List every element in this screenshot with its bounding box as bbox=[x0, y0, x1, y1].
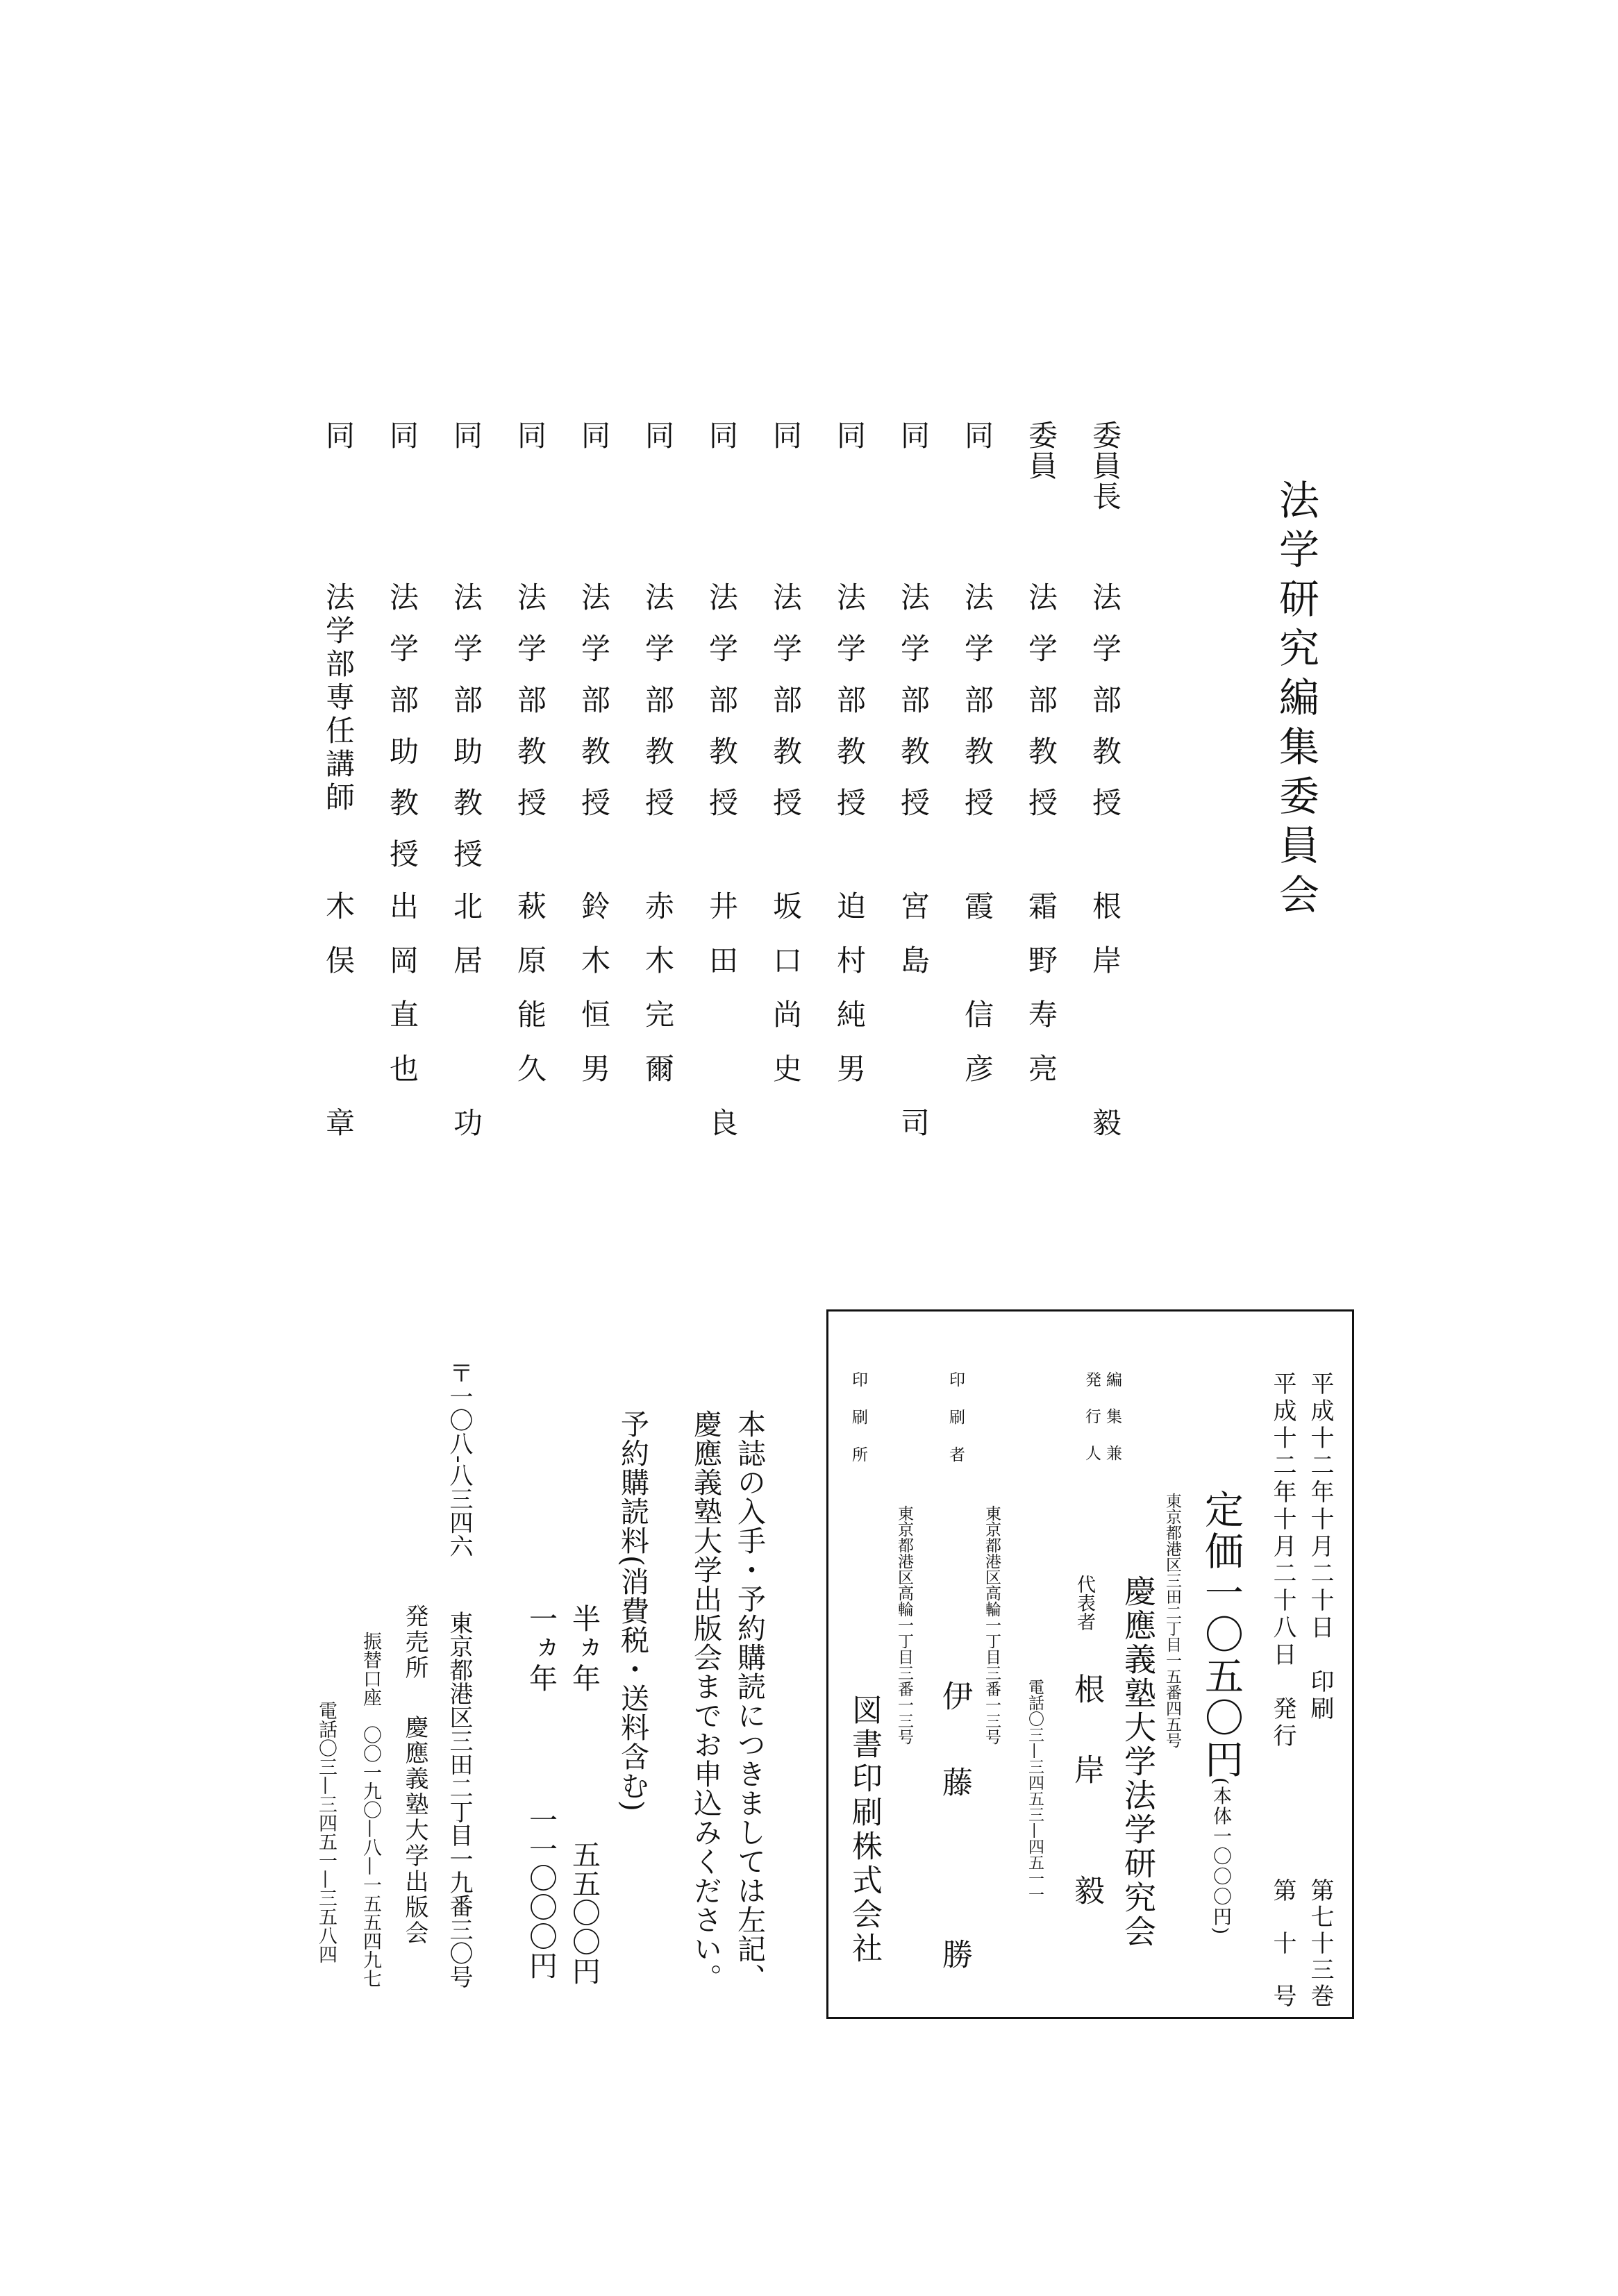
member-name: 鈴木恒男 bbox=[577, 891, 611, 1107]
member-name: 萩原能久 bbox=[513, 891, 547, 1107]
member-position: 法学部教授 bbox=[641, 582, 675, 839]
member-role: 同 bbox=[449, 420, 483, 451]
publisher-phone: 電話〇三—三四五三—四五一一 bbox=[1026, 1679, 1044, 1902]
member-position: 法学部教授 bbox=[896, 582, 931, 839]
member-name: 井田 良 bbox=[705, 891, 739, 1162]
print-date: 平成十二年十月二十日 印刷 bbox=[1306, 1371, 1334, 1723]
representative-label: 代表者 bbox=[1074, 1575, 1095, 1631]
issue-number: 第 十 号 bbox=[1269, 1878, 1296, 2010]
member-name: 木俣 章 bbox=[322, 891, 356, 1162]
member-name: 根岸 毅 bbox=[1088, 891, 1122, 1162]
one-year-label: 一ヵ年 bbox=[524, 1604, 558, 1693]
printer-label: 印 刷 者 bbox=[946, 1371, 965, 1465]
member-position: 法学部教授 bbox=[1088, 582, 1122, 839]
member-role: 同 bbox=[385, 420, 419, 451]
member-name: 霞 信彦 bbox=[960, 891, 994, 1107]
publisher-address: 東京都港区三田二丁目一五番四五号 bbox=[1163, 1493, 1181, 1748]
publisher-name: 慶應義塾大学法学研究会 bbox=[1119, 1575, 1157, 1949]
member-role: 同 bbox=[577, 420, 611, 451]
publisher-label: 発行人 bbox=[1083, 1371, 1101, 1482]
postal-code: 〒一〇八-八三四六 bbox=[445, 1361, 473, 1558]
member-name: 赤木完爾 bbox=[641, 891, 675, 1107]
member-role: 委員 bbox=[1024, 420, 1058, 481]
volume: 第七十三巻 bbox=[1306, 1878, 1334, 2010]
member-name: 出岡直也 bbox=[385, 891, 419, 1107]
member-role: 同 bbox=[705, 420, 739, 451]
print-shop-address: 東京都港区高輪一丁目三番一三号 bbox=[895, 1505, 913, 1745]
one-year-price: 一一〇〇〇円 bbox=[524, 1805, 558, 1980]
member-role: 同 bbox=[896, 420, 931, 451]
member-position: 法学部助教授 bbox=[385, 582, 419, 890]
member-name: 坂口尚史 bbox=[769, 891, 803, 1107]
member-role: 同 bbox=[513, 420, 547, 451]
distributor-label: 発売所 bbox=[401, 1604, 428, 1681]
member-position: 法学部助教授 bbox=[449, 582, 483, 890]
member-position: 法学部教授 bbox=[577, 582, 611, 839]
price: 定価一〇五〇円 bbox=[1199, 1489, 1244, 1781]
half-year-label: 半ヵ年 bbox=[567, 1604, 601, 1693]
member-position: 法学部教授 bbox=[1024, 582, 1058, 839]
member-role: 委員長 bbox=[1088, 420, 1122, 512]
member-name: 北居 功 bbox=[449, 891, 483, 1162]
print-shop-name: 図書印刷株式会社 bbox=[846, 1694, 882, 1966]
subscription-note: 慶應義塾大学出版会までお申込みください。 bbox=[689, 1409, 722, 1993]
member-position: 法学部専任講師 bbox=[322, 582, 356, 815]
printer-name: 伊 藤 勝 bbox=[937, 1680, 972, 1981]
half-year-price: 五五〇〇円 bbox=[567, 1840, 601, 1986]
member-name: 迫村純男 bbox=[833, 891, 867, 1107]
representative-name: 根 岸 毅 bbox=[1069, 1673, 1104, 1915]
distributor-address: 東京都港区三田二丁目一九番三〇号 bbox=[445, 1611, 473, 1988]
member-role: 同 bbox=[833, 420, 867, 451]
distributor-name: 慶應義塾大学出版会 bbox=[401, 1715, 428, 1946]
publish-date: 平成十二年十月二十八日 発行 bbox=[1269, 1371, 1296, 1750]
subscription-heading: 予約購読料(消費税・送料含む) bbox=[616, 1409, 649, 1812]
member-role: 同 bbox=[769, 420, 803, 451]
member-role: 同 bbox=[641, 420, 675, 451]
member-role: 同 bbox=[322, 420, 356, 451]
member-position: 法学部教授 bbox=[705, 582, 739, 839]
price-base: (本体一〇〇〇円) bbox=[1210, 1777, 1231, 1936]
member-role: 同 bbox=[960, 420, 994, 451]
distributor-phone: 電話〇三—三四五一—三五八四 bbox=[315, 1701, 337, 1963]
publisher-label: 編集兼 bbox=[1103, 1371, 1121, 1482]
subscription-note: 本誌の入手・予約購読につきましては左記、 bbox=[733, 1409, 766, 1993]
member-position: 法学部教授 bbox=[513, 582, 547, 839]
member-position: 法学部教授 bbox=[833, 582, 867, 839]
printer-address: 東京都港区高輪一丁目三番一三号 bbox=[983, 1505, 1001, 1745]
member-position: 法学部教授 bbox=[769, 582, 803, 839]
transfer-account: 振替口座 〇〇一九〇—八—一五五四九七 bbox=[360, 1632, 381, 1988]
member-position: 法学部教授 bbox=[960, 582, 994, 839]
committee-title: 法学研究編集委員会 bbox=[1272, 479, 1319, 923]
print-shop-label: 印 刷 所 bbox=[849, 1371, 867, 1465]
member-name: 霜野寿亮 bbox=[1024, 891, 1058, 1107]
member-name: 宮島 司 bbox=[896, 891, 931, 1162]
